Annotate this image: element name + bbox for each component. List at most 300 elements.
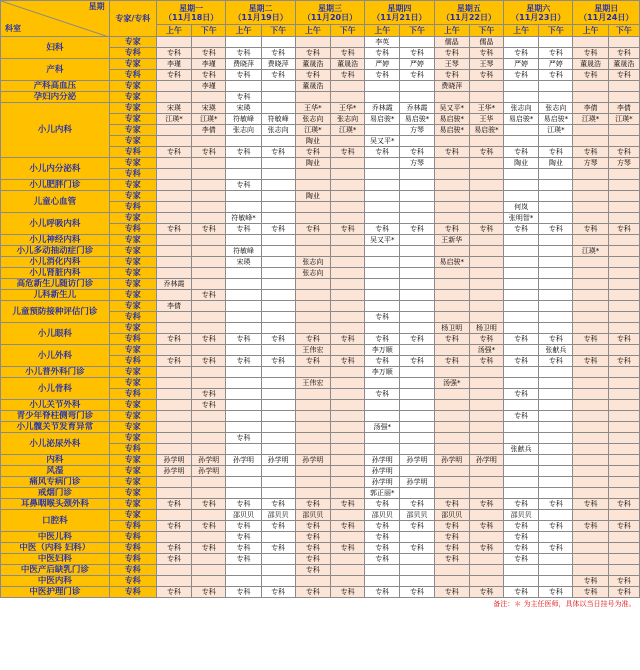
schedule-cell: 王新华: [434, 235, 469, 246]
schedule-cell: 专科: [226, 180, 261, 191]
schedule-cell: [539, 455, 573, 466]
schedule-cell: [156, 81, 191, 92]
schedule-cell: 专科: [434, 543, 469, 554]
schedule-cell: 专科: [365, 554, 400, 565]
schedule-cell: 陶业: [504, 158, 539, 169]
schedule-row: [1, 180, 640, 191]
schedule-row: [1, 246, 640, 257]
schedule-cell: 专科: [365, 499, 400, 510]
schedule-cell: [469, 367, 503, 378]
department-name: 风湿: [1, 466, 110, 477]
department-name: 儿童预防接种评估门诊: [1, 301, 110, 323]
schedule-row: [1, 488, 640, 499]
schedule-cell: [156, 345, 191, 356]
day-header-wed: [295, 1, 364, 25]
clinic-type: 专科: [109, 389, 156, 400]
clinic-type: 专科: [109, 334, 156, 345]
clinic-type: 专科: [109, 70, 156, 81]
schedule-cell: [539, 367, 573, 378]
schedule-cell: 陶业: [295, 191, 330, 202]
schedule-cell: 专科: [295, 147, 330, 158]
schedule-cell: [539, 389, 573, 400]
schedule-cell: [434, 488, 469, 499]
schedule-cell: 专科: [608, 70, 639, 81]
schedule-cell: [573, 367, 608, 378]
schedule-cell: [434, 345, 469, 356]
schedule-cell: [330, 169, 364, 180]
schedule-cell: [400, 466, 434, 477]
schedule-cell: [469, 290, 503, 301]
schedule-cell: [573, 455, 608, 466]
schedule-cell: [539, 169, 573, 180]
schedule-cell: [295, 202, 330, 213]
schedule-cell: [226, 202, 261, 213]
schedule-cell: [504, 125, 539, 136]
clinic-type: 专科: [109, 576, 156, 587]
schedule-cell: 符敏峰*: [226, 213, 261, 224]
clinic-type: 专科: [109, 532, 156, 543]
am-header: 上午: [504, 25, 539, 37]
schedule-cell: 专科: [539, 48, 573, 59]
schedule-cell: [573, 422, 608, 433]
clinic-type: 专家: [109, 301, 156, 312]
schedule-row: [1, 81, 640, 92]
schedule-cell: [330, 180, 364, 191]
schedule-cell: [192, 488, 226, 499]
clinic-type: 专科: [109, 587, 156, 598]
schedule-cell: 专科: [295, 554, 330, 565]
day-name: 星期一: [179, 3, 204, 13]
schedule-cell: [539, 37, 573, 48]
schedule-cell: 张明智*: [504, 213, 539, 224]
schedule-cell: 专科: [504, 587, 539, 598]
schedule-cell: [261, 378, 295, 389]
schedule-cell: 严婷: [539, 59, 573, 70]
schedule-cell: [539, 246, 573, 257]
schedule-cell: 专科: [226, 587, 261, 598]
schedule-cell: [226, 323, 261, 334]
schedule-cell: 专科: [156, 70, 191, 81]
schedule-cell: 专科: [192, 356, 226, 367]
schedule-cell: 专科: [434, 356, 469, 367]
schedule-cell: 专科: [192, 70, 226, 81]
schedule-cell: [608, 433, 639, 444]
schedule-cell: [156, 257, 191, 268]
schedule-cell: 专科: [608, 224, 639, 235]
schedule-cell: 专科: [192, 543, 226, 554]
schedule-cell: 专科: [434, 587, 469, 598]
schedule-cell: [539, 136, 573, 147]
schedule-cell: [469, 213, 503, 224]
department-name: 孕妇内分泌: [1, 92, 110, 103]
schedule-cell: 专科: [295, 565, 330, 576]
schedule-cell: 宋瑛: [226, 103, 261, 114]
schedule-cell: 邵贝贝: [295, 510, 330, 521]
schedule-cell: 乔林霞: [156, 279, 191, 290]
schedule-cell: 专科: [295, 48, 330, 59]
schedule-cell: 张志向: [261, 125, 295, 136]
schedule-row: [1, 510, 640, 521]
schedule-cell: 专科: [539, 334, 573, 345]
schedule-cell: [504, 37, 539, 48]
schedule-cell: 专科: [434, 224, 469, 235]
schedule-cell: [434, 565, 469, 576]
schedule-cell: [156, 37, 191, 48]
schedule-cell: [504, 279, 539, 290]
schedule-cell: [192, 180, 226, 191]
schedule-cell: [608, 444, 639, 455]
schedule-cell: [295, 477, 330, 488]
schedule-cell: 李英: [365, 37, 400, 48]
day-name: 星期四: [387, 3, 412, 13]
schedule-cell: [400, 345, 434, 356]
schedule-cell: 专科: [156, 521, 191, 532]
schedule-cell: [539, 81, 573, 92]
schedule-cell: 王华: [469, 114, 503, 125]
schedule-cell: 易启骏*: [434, 125, 469, 136]
schedule-cell: 陶业: [295, 158, 330, 169]
schedule-cell: 专科: [330, 521, 364, 532]
schedule-cell: [573, 180, 608, 191]
schedule-cell: [469, 510, 503, 521]
department-name: 口腔科: [1, 510, 110, 532]
schedule-cell: [261, 257, 295, 268]
am-header: 上午: [434, 25, 469, 37]
schedule-cell: 专科: [330, 543, 364, 554]
schedule-cell: [261, 411, 295, 422]
schedule-cell: [226, 169, 261, 180]
schedule-cell: 孙学明: [192, 466, 226, 477]
schedule-cell: [469, 378, 503, 389]
schedule-row: [1, 103, 640, 114]
schedule-cell: 邵贝贝: [434, 510, 469, 521]
schedule-cell: 专科: [469, 499, 503, 510]
schedule-cell: [573, 532, 608, 543]
pm-header: 下午: [330, 25, 364, 37]
schedule-cell: [400, 279, 434, 290]
schedule-cell: 方琴: [608, 158, 639, 169]
schedule-cell: 张献兵: [539, 345, 573, 356]
clinic-type: 专家: [109, 367, 156, 378]
schedule-cell: [608, 312, 639, 323]
schedule-cell: [573, 323, 608, 334]
schedule-cell: [295, 323, 330, 334]
schedule-cell: [469, 389, 503, 400]
schedule-cell: 专科: [365, 224, 400, 235]
schedule-cell: [504, 488, 539, 499]
schedule-cell: [192, 158, 226, 169]
schedule-cell: [400, 202, 434, 213]
schedule-cell: [608, 455, 639, 466]
clinic-type: 专科: [109, 356, 156, 367]
schedule-cell: [400, 136, 434, 147]
schedule-cell: [504, 422, 539, 433]
day-date: （11月18日）: [164, 12, 219, 22]
schedule-cell: [261, 37, 295, 48]
schedule-cell: [192, 202, 226, 213]
pm-header: 下午: [261, 25, 295, 37]
schedule-cell: [192, 411, 226, 422]
schedule-cell: [261, 389, 295, 400]
schedule-cell: 董晟浩: [608, 59, 639, 70]
schedule-row: [1, 92, 640, 103]
schedule-cell: [608, 510, 639, 521]
day-date: （11月20日）: [302, 12, 358, 22]
schedule-cell: 专科: [434, 554, 469, 565]
schedule-cell: 专科: [261, 147, 295, 158]
schedule-cell: [261, 169, 295, 180]
schedule-cell: [573, 279, 608, 290]
schedule-cell: [573, 554, 608, 565]
schedule-cell: [365, 576, 400, 587]
schedule-cell: 专科: [192, 521, 226, 532]
schedule-cell: [192, 367, 226, 378]
schedule-cell: 专科: [156, 587, 191, 598]
schedule-row: [1, 466, 640, 477]
schedule-cell: [330, 367, 364, 378]
schedule-cell: 董晟浩: [295, 59, 330, 70]
schedule-cell: [330, 323, 364, 334]
schedule-cell: [539, 532, 573, 543]
clinic-type: 专家: [109, 279, 156, 290]
schedule-cell: [539, 433, 573, 444]
schedule-cell: [608, 257, 639, 268]
schedule-cell: [434, 389, 469, 400]
schedule-cell: [469, 279, 503, 290]
schedule-cell: 邵贝贝: [504, 510, 539, 521]
schedule-cell: [330, 510, 364, 521]
schedule-cell: [504, 433, 539, 444]
schedule-cell: [504, 191, 539, 202]
schedule-cell: 方琴: [573, 158, 608, 169]
schedule-cell: [469, 477, 503, 488]
schedule-cell: [156, 444, 191, 455]
department-name: 小儿肥胖门诊: [1, 180, 110, 191]
schedule-cell: 专科: [295, 499, 330, 510]
clinic-type: 专家: [109, 81, 156, 92]
schedule-cell: [573, 444, 608, 455]
schedule-cell: [295, 367, 330, 378]
schedule-cell: 专科: [365, 334, 400, 345]
pm-header: 下午: [608, 25, 639, 37]
schedule-cell: 专科: [400, 224, 434, 235]
schedule-cell: 专科: [400, 356, 434, 367]
clinic-type: 专科: [109, 312, 156, 323]
schedule-cell: [400, 37, 434, 48]
schedule-cell: [434, 301, 469, 312]
schedule-cell: 张志向: [504, 103, 539, 114]
schedule-cell: 专科: [192, 389, 226, 400]
schedule-cell: [226, 312, 261, 323]
schedule-cell: [156, 180, 191, 191]
day-name: 星期二: [248, 3, 273, 13]
schedule-cell: 专科: [261, 521, 295, 532]
schedule-cell: 孙学明: [434, 455, 469, 466]
pm-header: 下午: [400, 25, 434, 37]
schedule-cell: 江瑛*: [573, 246, 608, 257]
schedule-cell: [539, 301, 573, 312]
schedule-row: [1, 367, 640, 378]
schedule-cell: [573, 37, 608, 48]
schedule-cell: [400, 433, 434, 444]
schedule-cell: [469, 191, 503, 202]
schedule-cell: [261, 312, 295, 323]
schedule-cell: [226, 389, 261, 400]
clinic-type: 专家: [109, 477, 156, 488]
schedule-cell: 专科: [365, 532, 400, 543]
day-date: （11月19日）: [233, 12, 288, 22]
schedule-cell: [295, 290, 330, 301]
schedule-row: [1, 455, 640, 466]
schedule-cell: [156, 488, 191, 499]
day-header-thu: [365, 1, 434, 25]
schedule-cell: [504, 378, 539, 389]
schedule-cell: [226, 290, 261, 301]
schedule-cell: [434, 268, 469, 279]
schedule-cell: 孙学明: [469, 455, 503, 466]
schedule-cell: [226, 466, 261, 477]
schedule-cell: 专科: [400, 543, 434, 554]
schedule-cell: [156, 92, 191, 103]
schedule-cell: 费晓萍: [261, 59, 295, 70]
department-name: 小儿外科: [1, 345, 110, 367]
schedule-cell: 吴又平*: [365, 235, 400, 246]
schedule-cell: [226, 279, 261, 290]
schedule-cell: 专科: [539, 587, 573, 598]
schedule-cell: 李瑾: [156, 59, 191, 70]
schedule-cell: 孙学明: [400, 477, 434, 488]
schedule-cell: [295, 279, 330, 290]
schedule-cell: [192, 257, 226, 268]
schedule-cell: 专科: [469, 224, 503, 235]
schedule-row: [1, 268, 640, 279]
schedule-cell: [226, 301, 261, 312]
schedule-cell: [504, 323, 539, 334]
schedule-cell: [226, 235, 261, 246]
schedule-cell: [226, 444, 261, 455]
schedule-cell: [226, 81, 261, 92]
clinic-type: 专家: [109, 411, 156, 422]
schedule-cell: [539, 180, 573, 191]
schedule-cell: [469, 257, 503, 268]
schedule-cell: 董晟浩: [573, 59, 608, 70]
schedule-cell: [608, 180, 639, 191]
schedule-cell: 专科: [330, 147, 364, 158]
schedule-cell: 专科: [434, 147, 469, 158]
schedule-cell: 专科: [261, 356, 295, 367]
schedule-cell: 张献兵: [504, 444, 539, 455]
schedule-cell: [330, 554, 364, 565]
schedule-cell: [156, 422, 191, 433]
schedule-cell: [469, 81, 503, 92]
schedule-cell: [608, 411, 639, 422]
schedule-cell: [400, 367, 434, 378]
schedule-cell: 专科: [226, 543, 261, 554]
schedule-cell: [330, 81, 364, 92]
schedule-cell: [608, 323, 639, 334]
schedule-cell: [608, 301, 639, 312]
schedule-cell: 李瑾: [192, 59, 226, 70]
schedule-cell: 宋瑛: [226, 257, 261, 268]
schedule-row: [1, 433, 640, 444]
schedule-cell: 李瑾: [192, 81, 226, 92]
schedule-cell: 专科: [539, 224, 573, 235]
schedule-cell: [608, 466, 639, 477]
schedule-cell: [365, 125, 400, 136]
schedule-cell: [295, 466, 330, 477]
schedule-cell: [608, 125, 639, 136]
schedule-cell: 江瑛*: [192, 114, 226, 125]
schedule-cell: 陶业: [295, 136, 330, 147]
schedule-cell: [226, 400, 261, 411]
schedule-cell: [573, 345, 608, 356]
schedule-cell: 专科: [330, 356, 364, 367]
schedule-cell: 专科: [573, 587, 608, 598]
schedule-cell: [400, 92, 434, 103]
schedule-cell: [295, 235, 330, 246]
schedule-cell: [539, 576, 573, 587]
schedule-cell: [261, 466, 295, 477]
schedule-cell: 专科: [400, 147, 434, 158]
schedule-cell: 专科: [226, 92, 261, 103]
schedule-cell: 李万顺: [365, 367, 400, 378]
schedule-cell: 专科: [365, 312, 400, 323]
schedule-cell: [192, 191, 226, 202]
department-name: 产科: [1, 59, 110, 81]
schedule-cell: [226, 367, 261, 378]
schedule-cell: [608, 213, 639, 224]
schedule-cell: [226, 268, 261, 279]
schedule-cell: [469, 565, 503, 576]
schedule-cell: 专科: [156, 356, 191, 367]
schedule-cell: [261, 202, 295, 213]
schedule-cell: 专科: [504, 70, 539, 81]
schedule-cell: 专科: [608, 587, 639, 598]
schedule-cell: 孙学明: [400, 455, 434, 466]
schedule-cell: [192, 235, 226, 246]
schedule-cell: 江瑛*: [330, 125, 364, 136]
schedule-body: [1, 37, 640, 598]
schedule-cell: 孙学明: [192, 455, 226, 466]
schedule-cell: 专科: [469, 587, 503, 598]
schedule-cell: 专科: [469, 334, 503, 345]
clinic-type: 专家: [109, 422, 156, 433]
schedule-cell: [330, 301, 364, 312]
schedule-cell: 专科: [434, 499, 469, 510]
schedule-cell: [295, 169, 330, 180]
schedule-cell: [469, 400, 503, 411]
schedule-cell: 易启骏*: [434, 257, 469, 268]
schedule-cell: 专科: [365, 70, 400, 81]
schedule-cell: 汤强*: [365, 422, 400, 433]
schedule-cell: [434, 279, 469, 290]
schedule-cell: [539, 290, 573, 301]
day-date: （11月21日）: [372, 12, 427, 22]
schedule-cell: [295, 422, 330, 433]
schedule-row: [1, 235, 640, 246]
schedule-cell: [469, 136, 503, 147]
clinic-type: 专家: [109, 59, 156, 70]
schedule-cell: [261, 290, 295, 301]
schedule-cell: [261, 477, 295, 488]
schedule-cell: [400, 576, 434, 587]
schedule-cell: [330, 136, 364, 147]
clinic-type: 专家: [109, 257, 156, 268]
schedule-cell: [295, 389, 330, 400]
schedule-cell: [156, 169, 191, 180]
day-date: （11月22日）: [441, 12, 496, 22]
schedule-cell: [504, 455, 539, 466]
